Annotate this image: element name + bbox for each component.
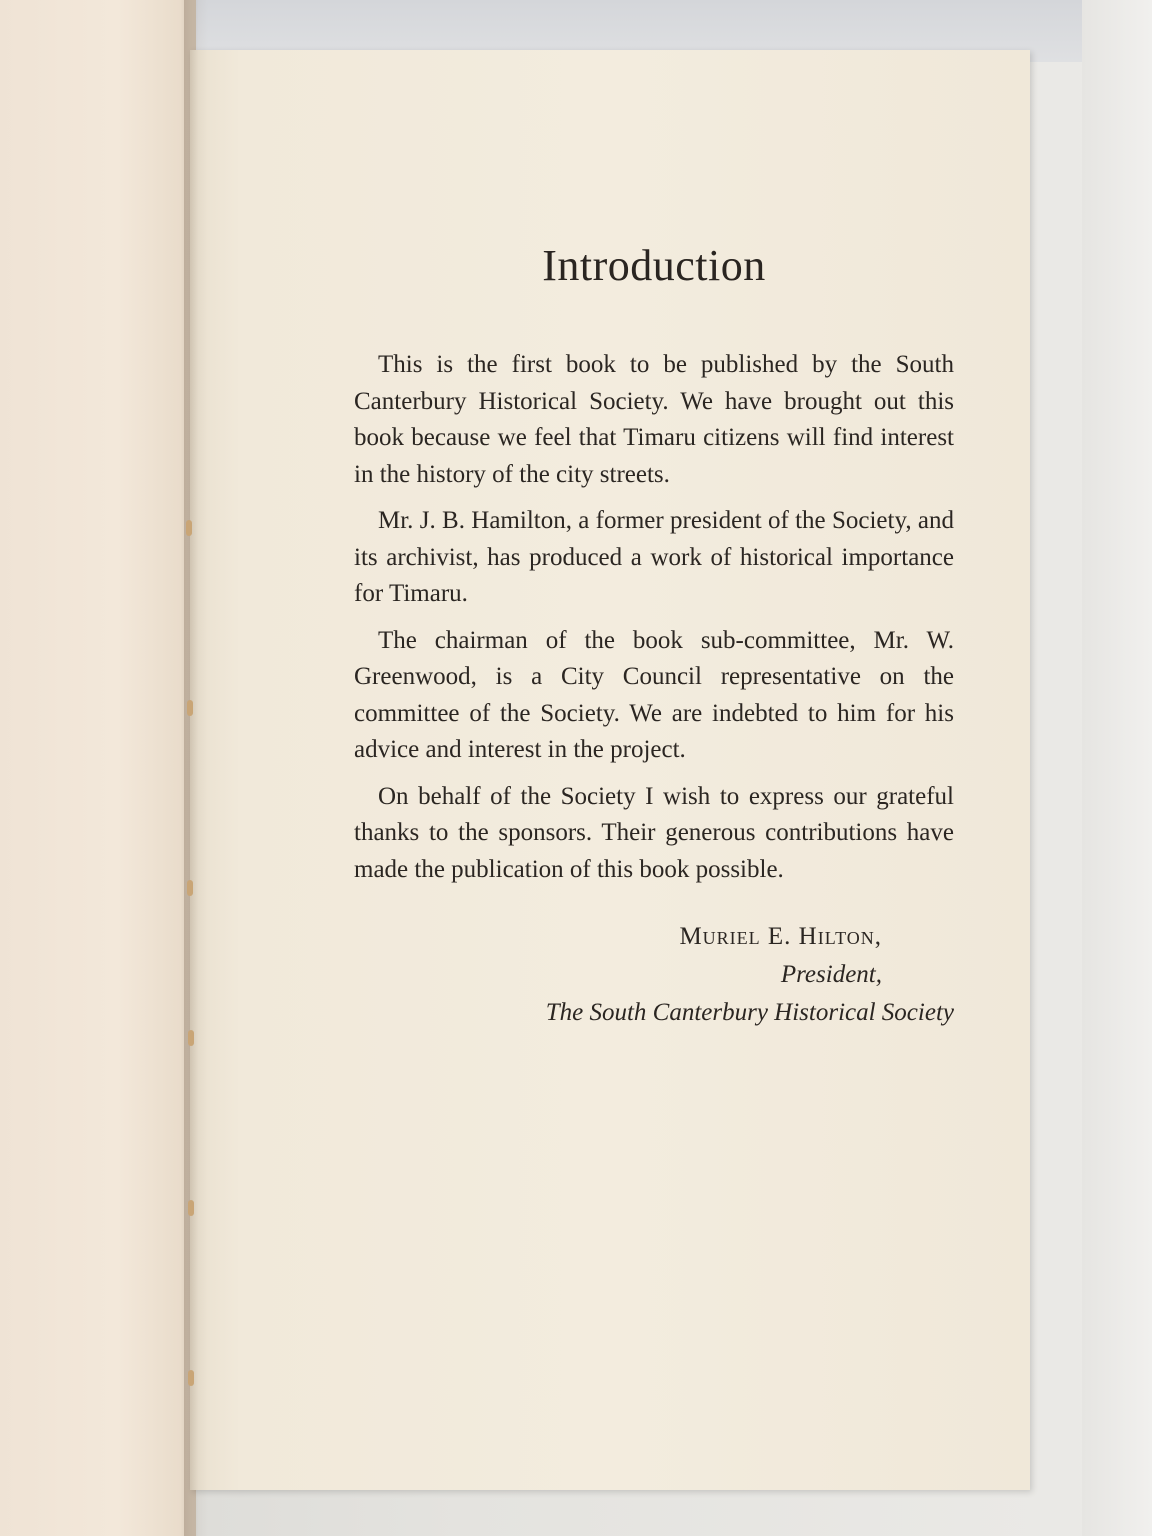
binding-stitch <box>187 880 193 896</box>
signature-block <box>354 918 954 1032</box>
binding-stitch <box>188 1200 194 1216</box>
paragraph-1: This is the first book to be published by the South Canterbury Historical Society. We have brought out this book because we feel that Timaru citizens will find interest in the history of the city streets. <box>354 351 954 488</box>
signature-name: Muriel E. Hilton, <box>679 923 882 950</box>
paragraph-3: The chairman of the book sub-committee, Mr. W. Greenwood, is a City Council representative on the committee of the Society. We are indebted to him for his advice and interest in the project. <box>354 626 954 763</box>
signature-role: President, <box>780 961 882 988</box>
page-content <box>354 240 954 1032</box>
page-title: Introduction <box>542 241 766 290</box>
book-gutter <box>184 0 208 1536</box>
signature-organization: The South Canterbury Historical Society <box>545 999 954 1026</box>
binding-stitch <box>186 520 192 536</box>
paragraph-2: Mr. J. B. Hamilton, a former president of the Society, and its archivist, has produced a work of historical importance for Timaru. <box>354 507 954 607</box>
binding-stitch <box>188 1030 194 1046</box>
binding-stitch <box>187 700 193 716</box>
facing-page-left <box>0 0 196 1536</box>
binding-stitch <box>188 1370 194 1386</box>
backdrop-right <box>1082 0 1152 1536</box>
paragraph-4: On behalf of the Society I wish to express our grateful thanks to the sponsors. Their generous contributions have made the publication of this book possible. <box>354 782 954 883</box>
